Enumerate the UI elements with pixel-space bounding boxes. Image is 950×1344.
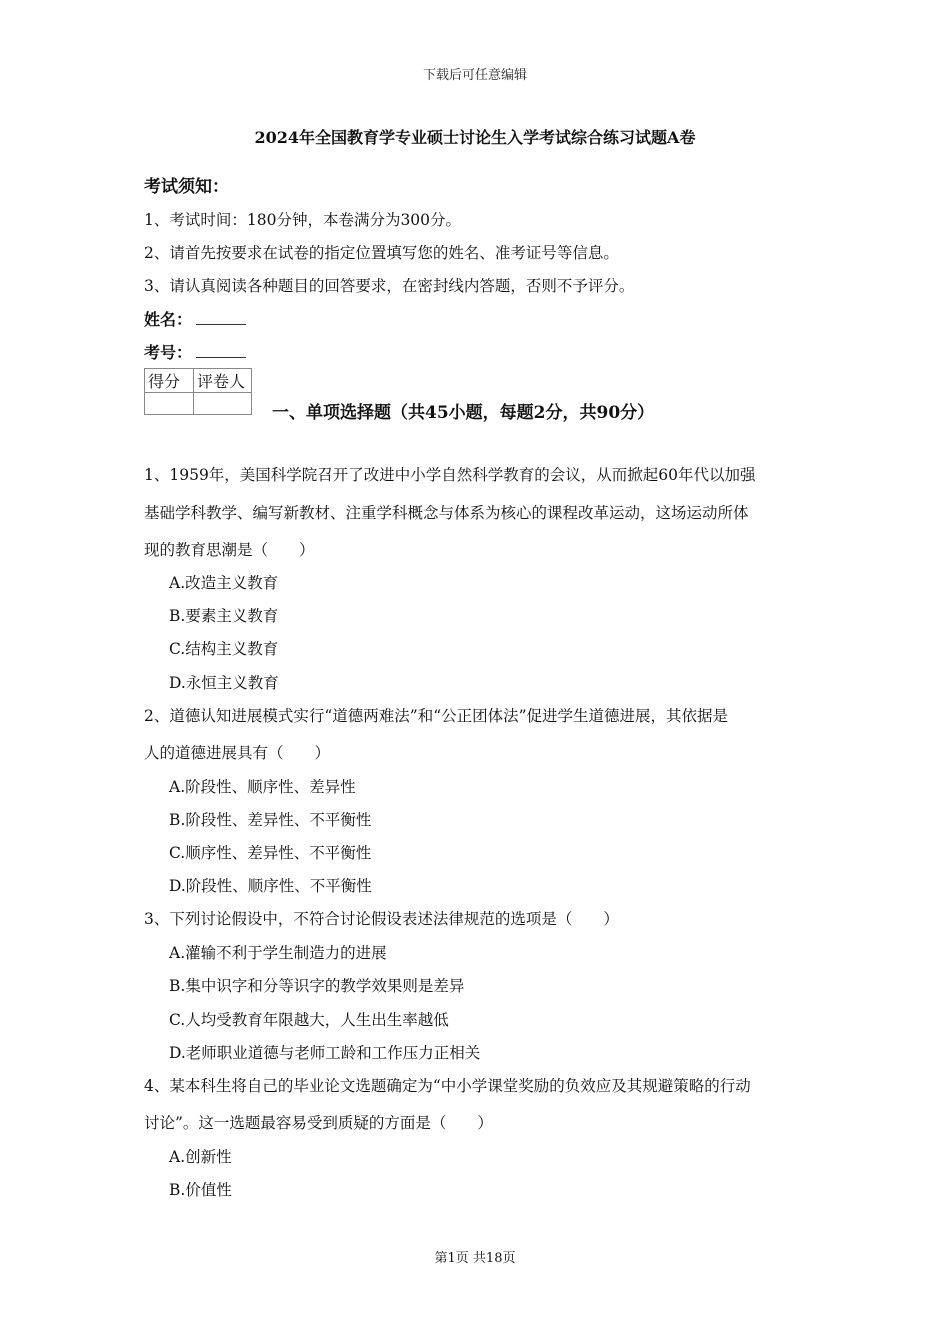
notice-item-3: 3、请认真阅读各种题目的回答要求，在密封线内答题，否则不予评分。 bbox=[144, 277, 635, 295]
notice-item-1: 1、考试时间：180分钟，本卷满分为300分。 bbox=[144, 211, 462, 229]
question-4-option-a: A.创新性 bbox=[169, 1148, 232, 1166]
notice-heading: 考试须知： bbox=[144, 177, 229, 197]
question-2-option-b: B.阶段性、差异性、不平衡性 bbox=[169, 811, 372, 829]
section-title: 一、单项选择题（共45小题，每题2分，共90分） bbox=[272, 403, 655, 423]
question-4-line-1: 4、某本科生将自己的毕业论文选题确定为“中小学课堂奖励的负效应及其规避策略的行动 bbox=[144, 1077, 751, 1095]
question-1-option-c: C.结构主义教育 bbox=[169, 640, 279, 658]
question-4-line-2: 讨论”。这一选题最容易受到质疑的方面是（ ） bbox=[144, 1114, 493, 1132]
name-field bbox=[144, 307, 246, 330]
question-2-option-c: C.顺序性、差异性、不平衡性 bbox=[169, 844, 372, 862]
question-3-option-a: A.灌输不利于学生制造力的进展 bbox=[169, 944, 387, 962]
question-3-option-d: D.老师职业道德与老师工龄和工作压力正相关 bbox=[169, 1044, 481, 1062]
document-title: 2024年全国教育学专业硕士讨论生入学考试综合练习试题A卷 bbox=[254, 128, 696, 147]
question-1-line-1: 1、1959年，美国科学院召开了改进中小学自然科学教育的会议，从而掀起60年代以加强 bbox=[144, 466, 756, 484]
grader-cell bbox=[194, 393, 252, 415]
question-2-line-2: 人的道德进展具有（ ） bbox=[144, 744, 331, 762]
question-3-option-b: B.集中识字和分等识字的教学效果则是差异 bbox=[169, 977, 465, 995]
header-note: 下载后可任意编辑 bbox=[422, 68, 527, 83]
grader-header: 评卷人 bbox=[194, 369, 252, 393]
question-4-option-b: B.价值性 bbox=[169, 1181, 232, 1199]
page-footer: 第1页 共18页 bbox=[434, 1251, 516, 1266]
id-blank bbox=[196, 343, 246, 358]
question-1-option-a: A.改造主义教育 bbox=[169, 574, 279, 592]
question-3-option-c: C.人均受教育年限越大，人生出生率越低 bbox=[169, 1011, 449, 1029]
id-field bbox=[144, 340, 246, 363]
question-1-line-3: 现的教育思潮是（ ） bbox=[144, 541, 315, 559]
score-cell bbox=[145, 393, 194, 415]
question-3-line-1: 3、下列讨论假设中，不符合讨论假设表述法律规范的选项是（ ） bbox=[144, 910, 619, 928]
question-2-option-d: D.阶段性、顺序性、不平衡性 bbox=[169, 877, 372, 895]
question-1-option-b: B.要素主义教育 bbox=[169, 607, 279, 625]
name-blank bbox=[196, 310, 246, 325]
id-label: 考号： bbox=[144, 343, 193, 362]
question-2-line-1: 2、道德认知进展模式实行“道德两难法”和“公正团体法”促进学生道德进展，其依据是 bbox=[144, 707, 729, 725]
question-2-option-a: A.阶段性、顺序性、差异性 bbox=[169, 778, 356, 796]
notice-item-2: 2、请首先按要求在试卷的指定位置填写您的姓名、准考证号等信息。 bbox=[144, 244, 619, 262]
score-header: 得分 bbox=[145, 369, 194, 393]
name-label: 姓名： bbox=[144, 310, 193, 329]
question-1-line-2: 基础学科教学、编写新教材、注重学科概念与体系为核心的课程改革运动，这场运动所体 bbox=[144, 504, 749, 522]
score-table bbox=[144, 368, 252, 415]
question-1-option-d: D.永恒主义教育 bbox=[169, 674, 279, 692]
